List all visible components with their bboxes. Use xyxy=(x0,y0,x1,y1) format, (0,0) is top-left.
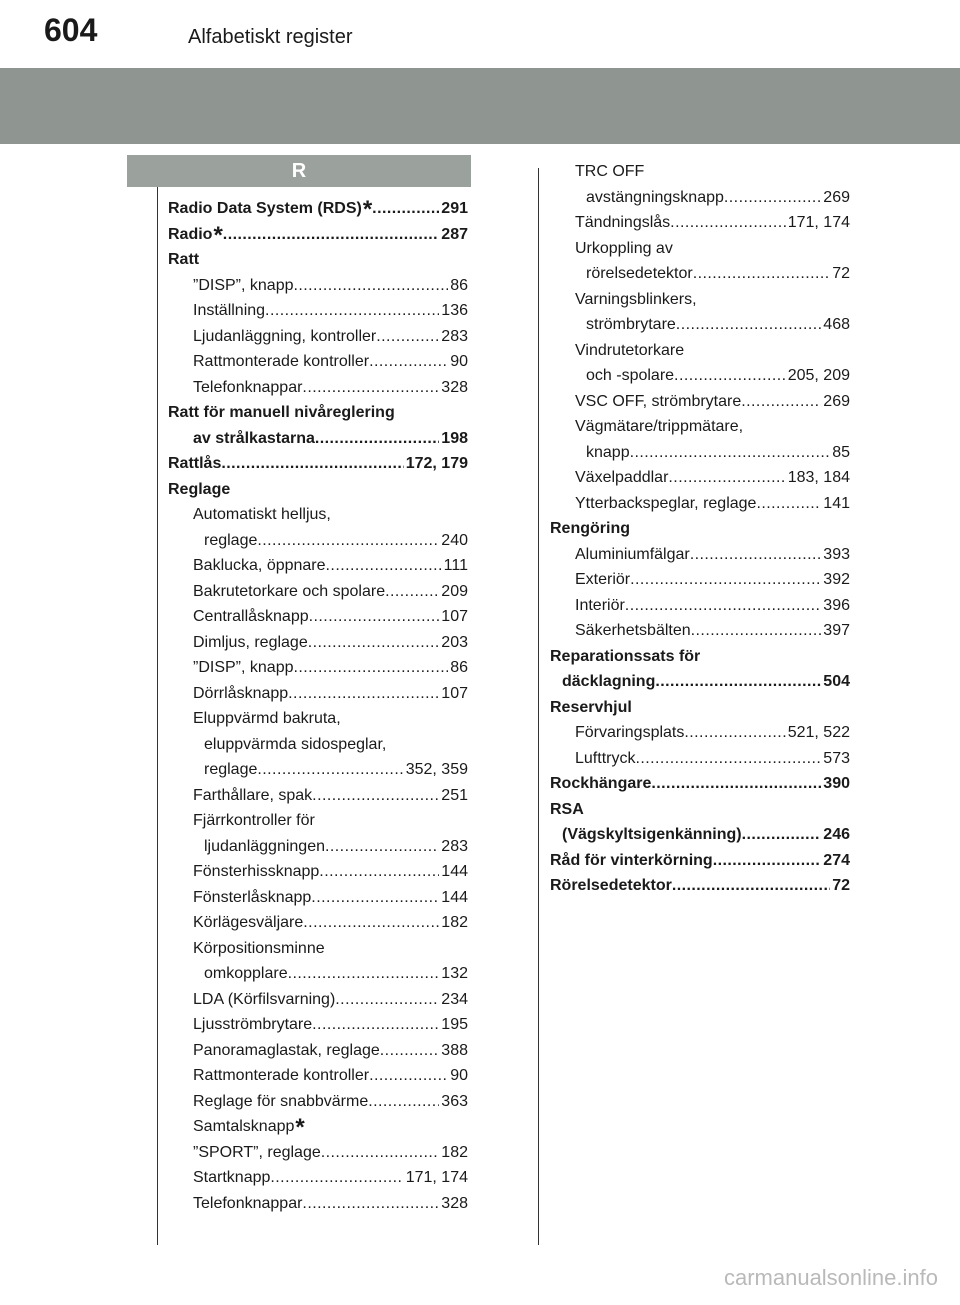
entry-label: Körlägesväljare xyxy=(193,914,304,931)
index-entry xyxy=(168,553,468,579)
index-entry xyxy=(550,771,850,797)
dot-leader xyxy=(302,375,439,401)
page-reference: 144 xyxy=(441,863,468,880)
dot-leader xyxy=(655,669,821,695)
entry-label: Ytterbackspeglar, reglage xyxy=(575,494,757,512)
dot-leader xyxy=(293,273,448,299)
entry-label: Aluminiumfälgar xyxy=(575,545,690,563)
index-entry xyxy=(168,451,468,477)
entry-label: Centrallåsknapp xyxy=(193,608,309,625)
entry-label: Telefonknappar xyxy=(193,1194,303,1212)
dot-leader xyxy=(385,579,439,605)
dot-leader xyxy=(742,822,822,848)
index-entry xyxy=(168,247,468,273)
index-entry xyxy=(168,1038,468,1064)
dot-leader xyxy=(265,298,439,324)
index-entry xyxy=(550,720,850,746)
index-entry xyxy=(168,910,468,936)
index-entry xyxy=(550,210,850,236)
index-entry xyxy=(168,1089,468,1115)
page-reference: 283 xyxy=(441,327,468,345)
page-header xyxy=(0,0,960,62)
entry-label: Inställning xyxy=(193,302,266,319)
index-entry: Radio * . . . 287 xyxy=(168,222,468,248)
index-entry xyxy=(550,822,850,848)
dot-leader xyxy=(288,961,440,987)
entry-label: Ljusströmbrytare xyxy=(193,1016,313,1033)
entry-label: (Vägskyltsigenkänning) xyxy=(562,826,742,843)
dot-leader xyxy=(668,465,785,491)
page-reference: 269 xyxy=(823,392,850,410)
index-entry xyxy=(550,236,850,262)
index-entry xyxy=(168,630,468,656)
entry-label: avstängningsknapp xyxy=(586,188,724,206)
dot-leader xyxy=(311,885,439,911)
entry-label: Växelpaddlar xyxy=(575,469,669,486)
index-entry xyxy=(168,732,468,758)
index-entry xyxy=(550,389,850,415)
watermark: carmanualsonline.info xyxy=(723,1265,938,1290)
dot-leader xyxy=(690,542,822,568)
page-reference: 171, 174 xyxy=(787,214,850,231)
index-entry xyxy=(168,783,468,809)
page-reference: 363 xyxy=(441,1092,468,1110)
entry-label: Telefonknappar xyxy=(193,378,303,396)
index-entry xyxy=(550,159,850,185)
index-entry xyxy=(168,1012,468,1038)
entry-label: Reservhjul xyxy=(550,698,632,716)
dot-leader xyxy=(630,567,821,593)
entry-label: däcklagning xyxy=(562,673,656,690)
page-reference: 72 xyxy=(832,877,850,894)
entry-label: ljudanläggningen xyxy=(204,837,325,855)
dot-leader xyxy=(302,1191,439,1217)
dot-leader xyxy=(625,593,822,619)
index-entry xyxy=(550,491,850,517)
entry-label: Tändningslås xyxy=(575,214,671,231)
index-entry xyxy=(168,579,468,605)
entry-label: RSA xyxy=(550,800,584,818)
index-entry xyxy=(168,426,468,452)
index-entry xyxy=(550,312,850,338)
dot-leader xyxy=(741,389,821,415)
index-entry xyxy=(550,287,850,313)
page-reference: 393 xyxy=(823,545,850,563)
entry-label: Panoramaglastak, reglage xyxy=(193,1041,380,1059)
page-reference: 132 xyxy=(441,965,468,982)
dot-leader xyxy=(651,771,821,797)
dot-leader xyxy=(303,910,439,936)
page-reference: 141 xyxy=(823,494,850,512)
dot-leader xyxy=(221,451,403,477)
entry-label: strömbrytare xyxy=(586,316,676,333)
page-reference: 85 xyxy=(832,443,850,461)
page-reference: 195 xyxy=(441,1016,468,1033)
page-reference: 203 xyxy=(441,633,468,651)
page-reference: 251 xyxy=(441,786,468,804)
index-entry: Radio Data System (RDS) * . . . 291 xyxy=(168,196,468,222)
dot-leader xyxy=(257,528,439,554)
dot-leader xyxy=(684,720,785,746)
entry-label: reglage xyxy=(204,761,258,778)
column-divider-middle xyxy=(538,168,539,1245)
entry-label: ”SPORT”, reglage xyxy=(193,1143,321,1161)
entry-label: ”DISP”, knapp xyxy=(193,276,294,294)
page-reference: 246 xyxy=(823,826,850,843)
page-reference: 144 xyxy=(441,888,468,906)
entry-label: Reglage för snabbvärme xyxy=(193,1092,369,1110)
page-reference: 392 xyxy=(823,571,850,588)
entry-label: Vägmätare/trippmätare, xyxy=(575,418,744,435)
entry-label: Fjärrkontroller för xyxy=(193,812,315,829)
dot-leader xyxy=(635,746,821,772)
entry-label: LDA (Körfilsvarning) xyxy=(193,990,336,1008)
index-entry xyxy=(168,1165,468,1191)
entry-label: Vindrutetorkare xyxy=(575,341,685,359)
entry-label: Samtalsknapp xyxy=(193,1118,295,1135)
index-entry xyxy=(550,338,850,364)
entry-label: Ratt för manuell nivåreglering xyxy=(168,404,395,421)
page-reference: 198 xyxy=(441,429,468,447)
index-column-2 xyxy=(550,159,850,899)
page-reference: 209 xyxy=(441,582,468,600)
index-entry xyxy=(168,324,468,350)
index-entry xyxy=(550,261,850,287)
page-reference: 107 xyxy=(441,608,468,625)
index-entry xyxy=(550,440,850,466)
entry-label: Fönsterhissknapp xyxy=(193,863,320,880)
index-entry xyxy=(550,644,850,670)
dot-leader xyxy=(308,630,440,656)
index-entry xyxy=(550,593,850,619)
page-reference: 573 xyxy=(823,749,850,767)
page-reference: 269 xyxy=(823,188,850,206)
dot-leader xyxy=(672,873,830,899)
section-letter: R xyxy=(127,155,471,187)
page-reference: 172, 179 xyxy=(405,455,468,472)
page-reference: 390 xyxy=(823,775,850,792)
entry-label: reglage xyxy=(204,531,258,549)
dot-leader xyxy=(309,604,440,630)
page-reference: 90 xyxy=(450,1067,468,1084)
entry-label: VSC OFF, strömbrytare xyxy=(575,392,742,410)
page-reference: 171, 174 xyxy=(405,1169,468,1186)
dot-leader xyxy=(674,363,786,389)
index-entry xyxy=(168,604,468,630)
dot-leader xyxy=(691,618,822,644)
dot-leader xyxy=(693,261,830,287)
page-reference: 287 xyxy=(441,225,468,243)
dot-leader xyxy=(756,491,821,517)
entry-label: rörelsedetektor xyxy=(586,265,693,282)
page-reference: 183, 184 xyxy=(787,469,850,486)
entry-label: knapp xyxy=(586,443,630,461)
entry-label: Radio Data System (RDS) xyxy=(168,200,362,217)
index-entry xyxy=(550,618,850,644)
page-reference: 283 xyxy=(441,837,468,855)
page-reference: 111 xyxy=(443,557,468,574)
index-entry xyxy=(168,273,468,299)
index-entry xyxy=(168,375,468,401)
entry-label: och -spolare xyxy=(586,367,675,384)
entry-label: Rörelsedetektor xyxy=(550,877,672,894)
entry-label: Urkoppling av xyxy=(575,239,673,257)
dot-leader xyxy=(676,312,822,338)
dot-leader xyxy=(372,196,439,222)
index-column-1 xyxy=(168,196,468,1216)
entry-label: Reparationssats för xyxy=(550,647,701,665)
index-entry xyxy=(168,808,468,834)
index-entry xyxy=(550,363,850,389)
dot-leader xyxy=(325,834,439,860)
page-reference: 352, 359 xyxy=(405,761,468,778)
entry-label: av strålkastarna xyxy=(193,429,315,447)
entry-label: Startknapp xyxy=(193,1169,271,1186)
page-reference: 205, 209 xyxy=(787,367,850,384)
dot-leader xyxy=(376,324,439,350)
dot-leader xyxy=(380,1038,440,1064)
page-reference: 328 xyxy=(441,1194,468,1212)
entry-label: Säkerhetsbälten xyxy=(575,622,691,639)
page-reference: 388 xyxy=(441,1041,468,1059)
page-reference: 86 xyxy=(450,276,468,294)
page-number: 604 xyxy=(44,12,98,48)
dot-leader xyxy=(724,185,821,211)
dot-leader xyxy=(315,426,439,452)
dot-leader xyxy=(368,1089,439,1115)
index-entry xyxy=(168,936,468,962)
dot-leader xyxy=(223,222,440,248)
dot-leader xyxy=(321,1140,440,1166)
index-entry xyxy=(550,873,850,899)
page-reference: 136 xyxy=(441,302,468,319)
dot-leader xyxy=(670,210,786,236)
index-entry xyxy=(168,885,468,911)
index-entry xyxy=(168,477,468,503)
page-reference: 182 xyxy=(441,1143,468,1161)
entry-label: Radio xyxy=(168,225,213,243)
page-reference: 468 xyxy=(823,316,850,333)
entry-label: Ratt xyxy=(168,251,200,268)
index-entry xyxy=(168,987,468,1013)
page-reference: 291 xyxy=(441,200,468,217)
page-title: Alfabetiskt register xyxy=(188,26,353,48)
dot-leader xyxy=(288,681,439,707)
page-reference: 328 xyxy=(441,378,468,396)
entry-label: Eluppvärmd bakruta, xyxy=(193,710,341,727)
dot-leader xyxy=(293,655,448,681)
entry-label: Råd för vinterkörning xyxy=(550,851,713,869)
column-divider-left xyxy=(157,187,158,1245)
index-entry xyxy=(550,185,850,211)
entry-label: Ljudanläggning, kontroller xyxy=(193,327,377,345)
entry-label: Körpositionsminne xyxy=(193,939,325,957)
entry-label: Automatiskt helljus, xyxy=(193,506,331,523)
dot-leader xyxy=(319,859,439,885)
entry-label: Dörrlåsknapp xyxy=(193,684,289,702)
entry-label: Reglage xyxy=(168,480,231,498)
index-entry xyxy=(168,961,468,987)
page-reference: 397 xyxy=(823,622,850,639)
dot-leader xyxy=(713,848,822,874)
entry-label: Rattmonterade kontroller xyxy=(193,353,370,370)
dot-leader xyxy=(312,783,439,809)
page-reference: 107 xyxy=(441,684,468,702)
entry-label: omkopplare xyxy=(204,965,288,982)
index-entry xyxy=(168,1140,468,1166)
index-entry xyxy=(168,298,468,324)
entry-label: eluppvärmda sidospeglar, xyxy=(204,735,387,753)
index-entry xyxy=(168,859,468,885)
gray-banner xyxy=(0,68,960,144)
page-reference: 521, 522 xyxy=(787,724,850,741)
index-entry xyxy=(168,1063,468,1089)
entry-label: Interiör xyxy=(575,596,625,614)
entry-label: Varningsblinkers, xyxy=(575,290,697,308)
entry-label: Baklucka, öppnare xyxy=(193,557,326,574)
index-entry xyxy=(550,695,850,721)
index-entry xyxy=(168,757,468,783)
page-reference: 182 xyxy=(441,914,468,931)
dot-leader xyxy=(312,1012,439,1038)
index-entry xyxy=(168,655,468,681)
page-reference: 396 xyxy=(823,596,850,614)
entry-label: Dimljus, reglage xyxy=(193,633,308,651)
entry-label: Rattmonterade kontroller xyxy=(193,1067,370,1084)
index-entry xyxy=(550,797,850,823)
index-entry xyxy=(550,669,850,695)
entry-label: Exteriör xyxy=(575,571,631,588)
entry-label: Förvaringsplats xyxy=(575,724,685,741)
page-reference: 72 xyxy=(832,265,850,282)
entry-label: TRC OFF xyxy=(575,163,645,180)
entry-label: ”DISP”, knapp xyxy=(193,659,294,676)
index-entry xyxy=(550,746,850,772)
entry-label: Rattlås xyxy=(168,455,222,472)
entry-label: Farthållare, spak xyxy=(193,786,313,804)
page-reference: 234 xyxy=(441,990,468,1008)
dot-leader xyxy=(369,1063,448,1089)
entry-label: Bakrutetorkare och spolare xyxy=(193,582,386,600)
index-entry xyxy=(550,516,850,542)
index-entry: Samtalsknapp * xyxy=(193,1114,305,1141)
index-entry xyxy=(550,414,850,440)
dot-leader xyxy=(270,1165,403,1191)
page-reference: 90 xyxy=(450,353,468,370)
dot-leader xyxy=(369,349,448,375)
entry-label: Lufttryck xyxy=(575,749,636,767)
entry-label: Fönsterlåsknapp xyxy=(193,888,312,906)
dot-leader xyxy=(326,553,442,579)
index-entry xyxy=(550,465,850,491)
index-entry xyxy=(168,681,468,707)
index-entry xyxy=(168,706,468,732)
page-reference: 240 xyxy=(441,531,468,549)
index-entry xyxy=(168,834,468,860)
entry-label: Rockhängare xyxy=(550,775,652,792)
index-entry xyxy=(550,567,850,593)
entry-label: Rengöring xyxy=(550,520,630,537)
index-entry xyxy=(168,502,468,528)
dot-leader xyxy=(630,440,831,466)
index-entry xyxy=(550,848,850,874)
index-entry xyxy=(168,528,468,554)
page-reference: 86 xyxy=(450,659,468,676)
dot-leader xyxy=(335,987,439,1013)
dot-leader xyxy=(257,757,403,783)
index-entry xyxy=(168,400,468,426)
index-entry xyxy=(168,1191,468,1217)
index-entry xyxy=(168,349,468,375)
page-reference: 274 xyxy=(823,851,850,869)
page-reference: 504 xyxy=(823,673,850,690)
index-entry xyxy=(550,542,850,568)
